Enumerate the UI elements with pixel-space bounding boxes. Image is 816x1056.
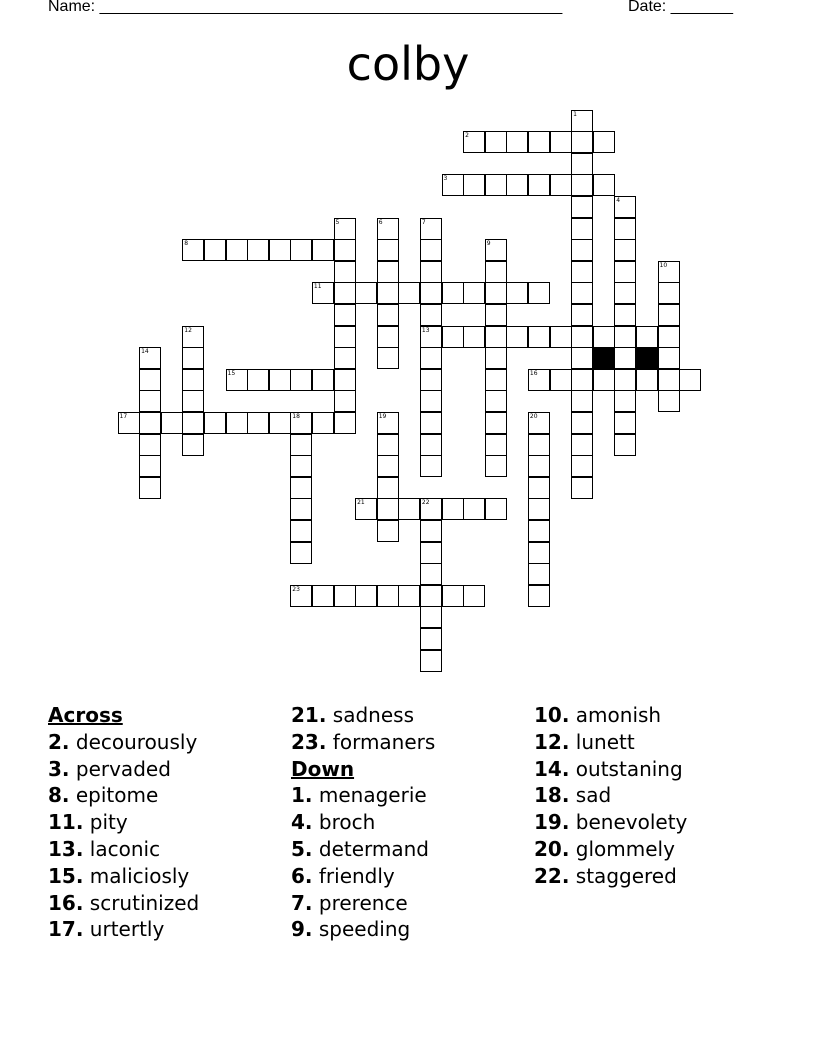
crossword-cell[interactable] bbox=[377, 434, 399, 456]
crossword-cell[interactable] bbox=[571, 174, 593, 196]
crossword-cell[interactable] bbox=[528, 498, 550, 520]
crossword-cell[interactable] bbox=[614, 412, 636, 434]
clue-number-label: 3 bbox=[443, 175, 448, 183]
clue-number-label: 10 bbox=[659, 261, 668, 269]
across-clue: 15. maliciosly bbox=[48, 863, 190, 888]
clue-number-label: 16 bbox=[529, 369, 538, 377]
crossword-cell[interactable] bbox=[528, 477, 550, 499]
crossword-cell[interactable] bbox=[506, 282, 528, 304]
crossword-cell[interactable] bbox=[420, 520, 442, 542]
crossword-cell[interactable] bbox=[269, 239, 291, 261]
crossword-cell[interactable] bbox=[506, 326, 528, 348]
crossword-cell[interactable] bbox=[593, 174, 615, 196]
crossword-black-cell bbox=[636, 347, 658, 369]
clue-number-label: 7 bbox=[421, 218, 426, 226]
crossword-cell[interactable] bbox=[593, 326, 615, 348]
crossword-cell[interactable] bbox=[614, 239, 636, 261]
across-clue: 11. pity bbox=[48, 810, 128, 835]
crossword-cell[interactable] bbox=[269, 412, 291, 434]
crossword-cell[interactable] bbox=[290, 239, 312, 261]
crossword-cell[interactable] bbox=[377, 477, 399, 499]
down-clue: 14. outstaning bbox=[534, 756, 683, 781]
crossword-cell[interactable] bbox=[420, 239, 442, 261]
clue-number-label: 22 bbox=[421, 499, 430, 507]
crossword-cell[interactable] bbox=[571, 390, 593, 412]
crossword-cell[interactable] bbox=[334, 347, 356, 369]
crossword-cell[interactable] bbox=[377, 261, 399, 283]
crossword-cell[interactable] bbox=[334, 304, 356, 326]
crossword-cell[interactable] bbox=[420, 304, 442, 326]
across-clue: 3. pervaded bbox=[48, 756, 171, 781]
crossword-cell[interactable] bbox=[658, 390, 680, 412]
crossword-cell[interactable] bbox=[485, 498, 507, 520]
clue-number-label: 20 bbox=[529, 412, 538, 420]
crossword-cell[interactable] bbox=[636, 326, 658, 348]
crossword-cell[interactable] bbox=[571, 347, 593, 369]
crossword-cell[interactable] bbox=[614, 369, 636, 391]
down-clue: 19. benevolety bbox=[534, 810, 688, 835]
crossword-cell[interactable] bbox=[614, 326, 636, 348]
crossword-cell[interactable] bbox=[334, 412, 356, 434]
crossword-cell[interactable] bbox=[506, 174, 528, 196]
crossword-cell[interactable] bbox=[528, 174, 550, 196]
crossword-cell[interactable] bbox=[247, 369, 269, 391]
crossword-cell[interactable] bbox=[593, 369, 615, 391]
crossword-cell[interactable] bbox=[614, 434, 636, 456]
across-clue: 23. formaners bbox=[291, 729, 436, 754]
crossword-cell[interactable] bbox=[334, 369, 356, 391]
crossword-cell[interactable] bbox=[139, 477, 161, 499]
clue-number-label: 18 bbox=[292, 412, 300, 420]
crossword-cell[interactable] bbox=[614, 304, 636, 326]
crossword-cell[interactable] bbox=[528, 563, 550, 585]
crossword-cell[interactable] bbox=[139, 369, 161, 391]
across-clue: 16. scrutinized bbox=[48, 890, 200, 915]
clues-column-2 bbox=[291, 702, 435, 943]
crossword-cell[interactable] bbox=[658, 304, 680, 326]
clue-number-label: 15 bbox=[227, 369, 236, 377]
down-clue: 18. sad bbox=[534, 783, 612, 808]
crossword-cell[interactable] bbox=[269, 369, 291, 391]
across-clue: 2. decourously bbox=[48, 729, 198, 754]
crossword-cell[interactable] bbox=[463, 498, 485, 520]
crossword-cell[interactable] bbox=[679, 369, 701, 391]
clue-number-label: 2 bbox=[465, 132, 469, 140]
crossword-cell[interactable] bbox=[528, 326, 550, 348]
down-heading: Down bbox=[291, 756, 355, 781]
crossword-cell[interactable] bbox=[420, 261, 442, 283]
crossword-cell[interactable] bbox=[528, 434, 550, 456]
crossword-cell[interactable] bbox=[485, 434, 507, 456]
crossword-cell[interactable] bbox=[442, 282, 464, 304]
crossword-cell[interactable] bbox=[377, 282, 399, 304]
clue-number-label: 17 bbox=[119, 412, 128, 420]
crossword-cell[interactable] bbox=[636, 369, 658, 391]
crossword-cell[interactable] bbox=[571, 131, 593, 153]
crossword-cell[interactable] bbox=[506, 131, 528, 153]
crossword-cell[interactable] bbox=[463, 174, 485, 196]
crossword-cell[interactable] bbox=[442, 585, 464, 607]
crossword-cell[interactable] bbox=[614, 218, 636, 240]
crossword-cell[interactable] bbox=[420, 282, 442, 304]
crossword-cell[interactable] bbox=[485, 412, 507, 434]
down-clue: 12. lunett bbox=[534, 729, 635, 754]
crossword-cell[interactable] bbox=[528, 282, 550, 304]
crossword-cell[interactable] bbox=[182, 390, 204, 412]
clue-number-label: 12 bbox=[184, 326, 192, 334]
crossword-cell[interactable] bbox=[420, 585, 442, 607]
crossword-cell[interactable] bbox=[377, 347, 399, 369]
crossword-cell[interactable] bbox=[571, 326, 593, 348]
crossword-cell[interactable] bbox=[485, 131, 507, 153]
crossword-cell[interactable] bbox=[182, 434, 204, 456]
crossword-cell[interactable] bbox=[312, 369, 334, 391]
crossword-cell[interactable] bbox=[247, 412, 269, 434]
crossword-cell[interactable] bbox=[290, 434, 312, 456]
clue-number-label: 21 bbox=[357, 499, 365, 507]
crossword-cell[interactable] bbox=[139, 434, 161, 456]
crossword-cell[interactable] bbox=[377, 455, 399, 477]
crossword-cell[interactable] bbox=[420, 563, 442, 585]
crossword-cell[interactable] bbox=[550, 131, 572, 153]
name-label: Name: ____________________________________________________ bbox=[48, 0, 563, 15]
crossword-cell[interactable] bbox=[485, 369, 507, 391]
crossword-cell[interactable] bbox=[571, 412, 593, 434]
crossword-cell[interactable] bbox=[571, 282, 593, 304]
clue-number-label: 9 bbox=[486, 240, 491, 248]
crossword-cell[interactable] bbox=[528, 542, 550, 564]
crossword-cell[interactable] bbox=[204, 412, 226, 434]
puzzle-title: colby bbox=[346, 37, 470, 91]
crossword-cell[interactable] bbox=[571, 218, 593, 240]
crossword-cell[interactable] bbox=[377, 520, 399, 542]
across-clue: 8. epitome bbox=[48, 783, 159, 808]
crossword-cell[interactable] bbox=[355, 585, 377, 607]
crossword-cell[interactable] bbox=[290, 455, 312, 477]
crossword-cell[interactable] bbox=[161, 412, 183, 434]
clue-number-label: 19 bbox=[378, 412, 387, 420]
clue-number-label: 14 bbox=[141, 348, 149, 356]
crossword-cell[interactable] bbox=[182, 412, 204, 434]
crossword-cell[interactable] bbox=[571, 434, 593, 456]
crossword-cell[interactable] bbox=[290, 542, 312, 564]
crossword-cell[interactable] bbox=[550, 174, 572, 196]
crossword-cell[interactable] bbox=[226, 239, 248, 261]
crossword-cell[interactable] bbox=[614, 282, 636, 304]
crossword-cell[interactable] bbox=[420, 606, 442, 628]
crossword-cell[interactable] bbox=[398, 498, 420, 520]
crossword-cell[interactable] bbox=[290, 477, 312, 499]
crossword-cell[interactable] bbox=[571, 153, 593, 175]
crossword-cell[interactable] bbox=[182, 369, 204, 391]
crossword-cell[interactable] bbox=[420, 369, 442, 391]
crossword-cell[interactable] bbox=[398, 282, 420, 304]
crossword-cell[interactable] bbox=[463, 326, 485, 348]
crossword-cell[interactable] bbox=[334, 585, 356, 607]
crossword-cell[interactable] bbox=[377, 304, 399, 326]
across-heading: Across bbox=[48, 703, 123, 727]
crossword-cell[interactable] bbox=[334, 326, 356, 348]
down-clue: 6. friendly bbox=[291, 863, 395, 888]
crossword-cell[interactable] bbox=[290, 520, 312, 542]
crossword-cell[interactable] bbox=[139, 390, 161, 412]
crossword-cell[interactable] bbox=[334, 390, 356, 412]
crossword-cell[interactable] bbox=[550, 326, 572, 348]
date-label: Date: _______ bbox=[628, 0, 733, 15]
down-clue: 9. speeding bbox=[291, 917, 411, 942]
crossword-cell[interactable] bbox=[485, 261, 507, 283]
crossword-cell[interactable] bbox=[658, 282, 680, 304]
crossword-cell[interactable] bbox=[420, 390, 442, 412]
across-clue: 13. laconic bbox=[48, 836, 161, 861]
down-clue: 7. prerence bbox=[291, 890, 408, 915]
across-clue: 17. urtertly bbox=[48, 917, 165, 942]
across-clue: 21. sadness bbox=[291, 703, 414, 727]
clue-number-label: 11 bbox=[313, 283, 322, 291]
crossword-cell[interactable] bbox=[485, 390, 507, 412]
crossword-cell[interactable] bbox=[593, 131, 615, 153]
down-clue: 10. amonish bbox=[534, 703, 662, 727]
crossword-cell[interactable] bbox=[420, 434, 442, 456]
crossword-cell[interactable] bbox=[571, 304, 593, 326]
crossword-cell[interactable] bbox=[485, 174, 507, 196]
crossword-cell[interactable] bbox=[658, 369, 680, 391]
clue-number-label: 5 bbox=[335, 218, 340, 226]
crossword-cell[interactable] bbox=[312, 585, 334, 607]
crossword-cell[interactable] bbox=[550, 369, 572, 391]
crossword-cell[interactable] bbox=[442, 326, 464, 348]
crossword-cell[interactable] bbox=[204, 239, 226, 261]
crossword-cell[interactable] bbox=[463, 282, 485, 304]
clue-number-label: 13 bbox=[421, 326, 430, 334]
clue-number-label: 8 bbox=[184, 240, 189, 248]
crossword-cell[interactable] bbox=[614, 261, 636, 283]
crossword-cell[interactable] bbox=[312, 412, 334, 434]
crossword-cell[interactable] bbox=[614, 390, 636, 412]
crossword-cell[interactable] bbox=[398, 585, 420, 607]
crossword-cell[interactable] bbox=[420, 650, 442, 672]
crossword-cell[interactable] bbox=[571, 455, 593, 477]
down-clue: 4. broch bbox=[291, 810, 376, 835]
down-clue: 5. determand bbox=[291, 836, 430, 861]
crossword-cell[interactable] bbox=[614, 347, 636, 369]
down-clue: 1. menagerie bbox=[291, 783, 427, 808]
crossword-cell[interactable] bbox=[571, 196, 593, 218]
crossword-black-cell bbox=[593, 347, 615, 369]
crossword-cell[interactable] bbox=[463, 585, 485, 607]
crossword-cell[interactable] bbox=[528, 131, 550, 153]
clue-number-label: 1 bbox=[573, 110, 577, 118]
crossword-cell[interactable] bbox=[420, 542, 442, 564]
crossword-cell[interactable] bbox=[420, 347, 442, 369]
crossword-cell[interactable] bbox=[485, 347, 507, 369]
crossword-cell[interactable] bbox=[247, 239, 269, 261]
crossword-cell[interactable] bbox=[658, 347, 680, 369]
crossword-cell[interactable] bbox=[139, 412, 161, 434]
crossword-cell[interactable] bbox=[334, 261, 356, 283]
crossword-cell[interactable] bbox=[377, 239, 399, 261]
down-clue: 22. staggered bbox=[534, 863, 677, 888]
clue-number-label: 6 bbox=[378, 218, 383, 226]
crossword-cell[interactable] bbox=[334, 239, 356, 261]
clue-number-label: 4 bbox=[616, 196, 621, 204]
clues-column-3 bbox=[534, 702, 687, 890]
crossword-cell[interactable] bbox=[485, 455, 507, 477]
crossword-cell[interactable] bbox=[442, 498, 464, 520]
crossword-cell[interactable] bbox=[420, 455, 442, 477]
crossword-cell[interactable] bbox=[571, 261, 593, 283]
clues-column-1 bbox=[48, 702, 199, 943]
crossword-cell[interactable] bbox=[485, 326, 507, 348]
crossword-cell[interactable] bbox=[139, 455, 161, 477]
crossword-cell[interactable] bbox=[290, 369, 312, 391]
crossword-cell[interactable] bbox=[528, 585, 550, 607]
crossword-cell[interactable] bbox=[420, 412, 442, 434]
crossword-cell[interactable] bbox=[334, 282, 356, 304]
crossword-cell[interactable] bbox=[571, 239, 593, 261]
crossword-cell[interactable] bbox=[485, 282, 507, 304]
crossword-cell[interactable] bbox=[528, 455, 550, 477]
crossword-cell[interactable] bbox=[420, 628, 442, 650]
crossword-cell[interactable] bbox=[571, 369, 593, 391]
crossword-cell[interactable] bbox=[377, 585, 399, 607]
crossword-cell[interactable] bbox=[377, 498, 399, 520]
crossword-cell[interactable] bbox=[226, 412, 248, 434]
crossword-cell[interactable] bbox=[485, 304, 507, 326]
crossword-cell[interactable] bbox=[182, 347, 204, 369]
crossword-cell[interactable] bbox=[377, 326, 399, 348]
crossword-cell[interactable] bbox=[312, 239, 334, 261]
crossword-cell[interactable] bbox=[290, 498, 312, 520]
down-clue: 20. glommely bbox=[534, 836, 675, 861]
clue-number-label: 23 bbox=[292, 585, 300, 593]
crossword-cell[interactable] bbox=[528, 520, 550, 542]
crossword-cell[interactable] bbox=[571, 477, 593, 499]
crossword-cell[interactable] bbox=[355, 282, 377, 304]
crossword-cell[interactable] bbox=[658, 326, 680, 348]
